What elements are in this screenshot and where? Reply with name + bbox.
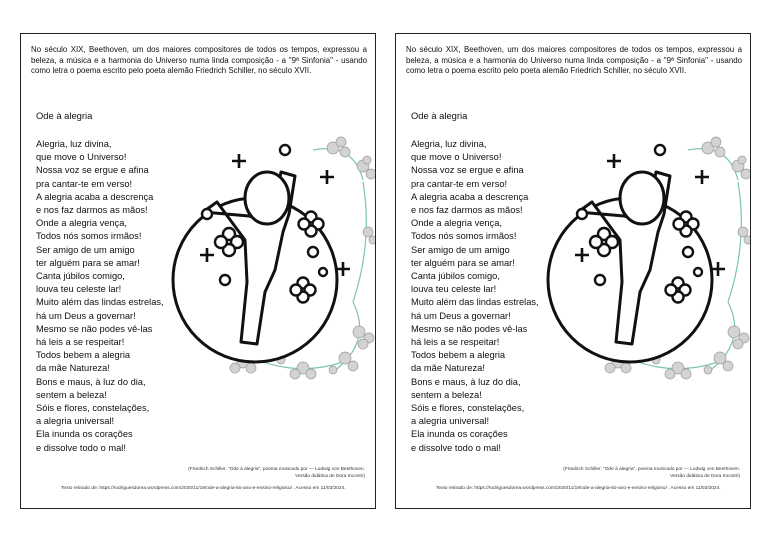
- poem-line: e dissolve todo o mal!: [411, 442, 501, 453]
- poem-line: a alegria universal!: [411, 416, 490, 427]
- poem-line: e nos faz darmos as mãos!: [36, 205, 148, 216]
- poem-line: Nossa voz se ergue e afina: [36, 165, 149, 176]
- poem-line: pra cantar-te em verso!: [36, 178, 133, 189]
- poem-line: e dissolve todo o mal!: [36, 442, 126, 453]
- poem-line: Todos bebem a alegria: [36, 350, 131, 361]
- credit-note: [460, 467, 740, 480]
- poem-line: Sóis e flores, constelações,: [411, 403, 525, 414]
- poem-line: Alegria, luz divina,: [411, 139, 487, 149]
- poem-title: Ode à alegria: [411, 110, 468, 121]
- poem-body: [411, 138, 539, 455]
- poem-line: Todos nós somos irmãos!: [411, 231, 517, 242]
- credit-note: [85, 467, 365, 480]
- poem-line: há leis a se respeitar!: [411, 337, 500, 348]
- intro-paragraph: No século XIX, Beethoven, um dos maiores compositores de todos os tempos, expressou a beleza, a música e a harmonia do Universo numa linda composição - a "9ª Sinfonia" - usando como letra o poema escrito pelo poeta alemão Friedrich Schiller, no século XVII.: [406, 45, 742, 76]
- poem-line: que move o Universo!: [411, 152, 502, 163]
- credit-line: Versão didática de Dora Incontri): [295, 473, 365, 479]
- poem-line: Bons e maus, à luz do dia,: [411, 376, 521, 387]
- poem-line: da mãe Natureza!: [36, 363, 110, 374]
- poem-line: Mesmo se não podes vê-las: [36, 323, 153, 334]
- poem-line: Muito além das lindas estrelas,: [411, 297, 539, 308]
- intro-paragraph: No século XIX, Beethoven, um dos maiores compositores de todos os tempos, expressou a beleza, a música e a harmonia do Universo numa linda composição - a "9ª Sinfonia" - usando como letra o poema escrito pelo poeta alemão Friedrich Schiller, no século XVII.: [31, 45, 367, 76]
- joyful-figure-illustration: [538, 132, 751, 386]
- poem-line: louva teu celeste lar!: [411, 284, 497, 295]
- poem-line: A alegria acaba a descrença: [411, 191, 529, 202]
- poem-line: Canta júbilos comigo,: [36, 271, 125, 282]
- poem-line: Sóis e flores, constelações,: [36, 403, 150, 414]
- poem-line: Ser amigo de um amigo: [36, 244, 135, 255]
- poem-body: [36, 138, 164, 455]
- poem-line: há leis a se respeitar!: [36, 337, 125, 348]
- poem-line: há um Deus a governar!: [411, 310, 511, 321]
- poem-line: Bons e maus, à luz do dia,: [36, 376, 146, 387]
- poem-line: pra cantar-te em verso!: [411, 178, 508, 189]
- source-note: Texto retirado de: https://rodriguesdorea.wordpress.com/2020/11/19/ode-a-alegria-6o-ano-e-ensino-religioso/ . Acesso em 11/03/2024.: [61, 486, 346, 491]
- poem-line: da mãe Natureza!: [411, 363, 485, 374]
- poem-line: Onde a alegria vença,: [411, 218, 502, 229]
- poem-line: Ela inunda os corações: [411, 429, 508, 440]
- worksheet-page-left: [20, 33, 376, 509]
- joyful-figure-illustration: [163, 132, 376, 386]
- poem-line: Onde a alegria vença,: [36, 218, 127, 229]
- poem-line: há um Deus a governar!: [36, 310, 136, 321]
- poem-line: louva teu celeste lar!: [36, 284, 122, 295]
- poem-line: A alegria acaba a descrença: [36, 191, 154, 202]
- poem-line: Canta júbilos comigo,: [411, 271, 500, 282]
- poem-line: Mesmo se não podes vê-las: [411, 323, 528, 334]
- credit-line: (Friedrich Schiller. "Ode à alegria", poema musicado por — Ludwig von Beethoven.: [188, 467, 365, 472]
- poem-line: Todos bebem a alegria: [411, 350, 506, 361]
- poem-line: Alegria, luz divina,: [36, 139, 112, 149]
- credit-line: (Friedrich Schiller. "Ode à alegria", poema musicado por — Ludwig von Beethoven.: [563, 467, 740, 472]
- poem-line: sentem a beleza!: [411, 389, 482, 400]
- poem-line: a alegria universal!: [36, 416, 115, 427]
- worksheet-page-right: [395, 33, 751, 509]
- poem-line: que move o Universo!: [36, 152, 127, 163]
- poem-line: e nos faz darmos as mãos!: [411, 205, 523, 216]
- poem-line: ter alguém para se amar!: [36, 257, 140, 268]
- source-note: Texto retirado de: https://rodriguesdorea.wordpress.com/2020/11/19/ode-a-alegria-6o-ano-e-ensino-religioso/ . Acesso em 11/03/2024.: [436, 486, 721, 491]
- poem-line: Muito além das lindas estrelas,: [36, 297, 164, 308]
- poem-line: Ser amigo de um amigo: [411, 244, 510, 255]
- poem-line: sentem a beleza!: [36, 389, 107, 400]
- poem-line: Nossa voz se ergue e afina: [411, 165, 524, 176]
- poem-line: ter alguém para se amar!: [411, 257, 515, 268]
- poem-title: Ode à alegria: [36, 110, 93, 121]
- poem-line: Ela inunda os corações: [36, 429, 133, 440]
- credit-line: Versão didática de Dora Incontri): [670, 473, 740, 479]
- poem-line: Todos nós somos irmãos!: [36, 231, 142, 242]
